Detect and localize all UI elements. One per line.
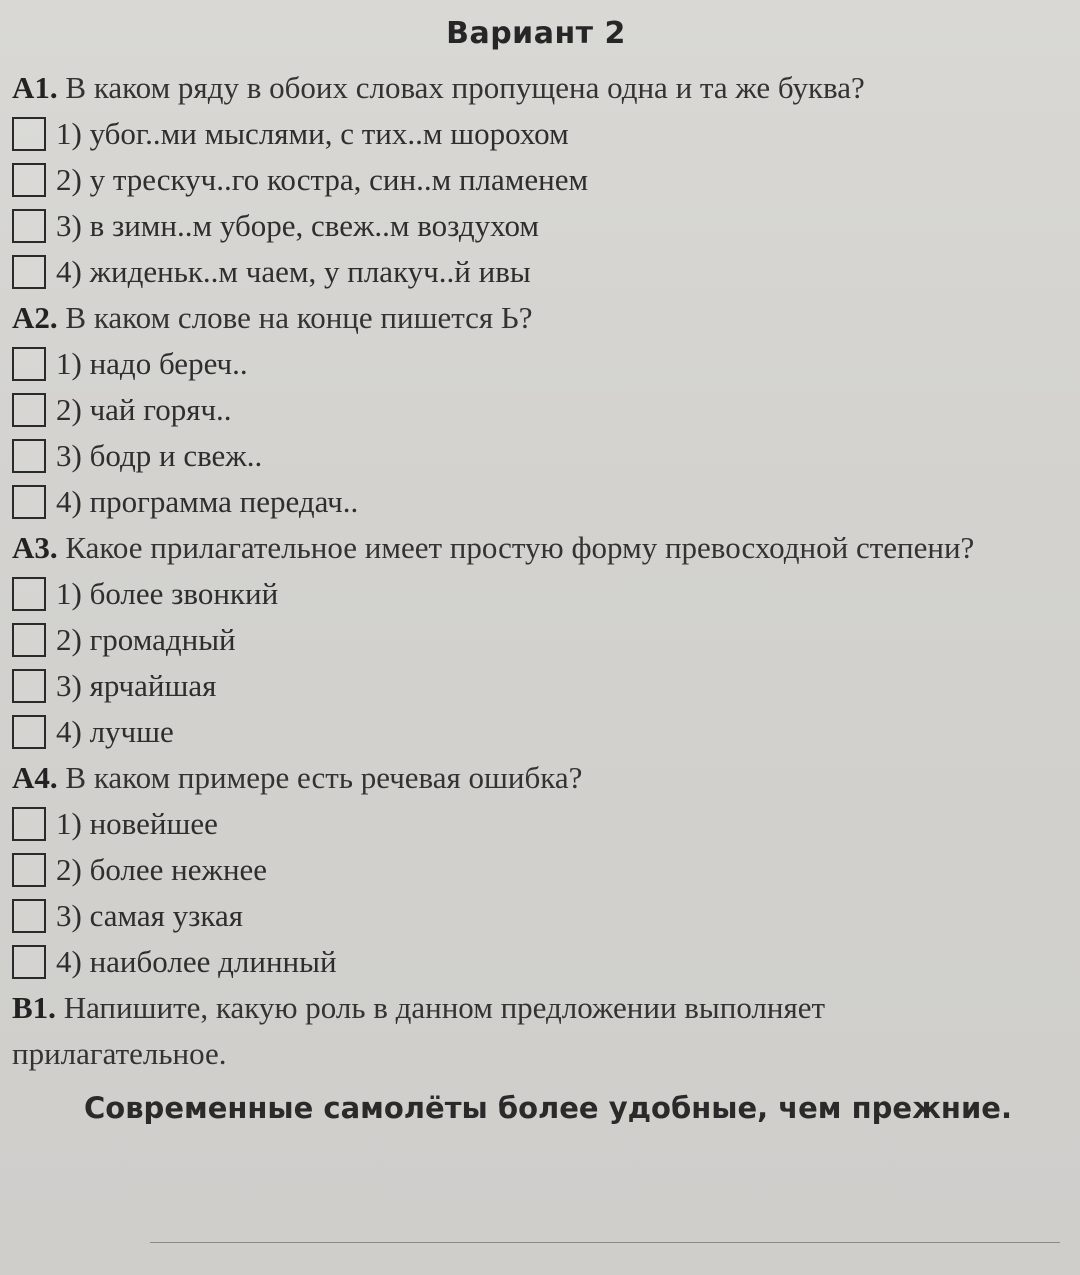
question-number: А1. <box>12 70 58 105</box>
option-label: 2) громадный <box>56 622 236 657</box>
answer-line[interactable] <box>150 1242 1060 1243</box>
option-label: 1) надо береч.. <box>56 346 248 381</box>
question-number: В1. <box>12 990 56 1025</box>
answer-checkbox[interactable] <box>12 623 46 657</box>
option-a2-2[interactable] <box>12 387 1060 433</box>
option-a1-4[interactable] <box>12 249 1060 295</box>
answer-checkbox[interactable] <box>12 117 46 151</box>
question-text <box>12 295 1060 341</box>
option-a1-1[interactable] <box>12 111 1060 157</box>
question-a3 <box>12 525 1060 755</box>
task-sentence: Современные самолёты более удобные, чем прежние. <box>84 1091 1012 1125</box>
option-label: 4) наиболее длинный <box>56 944 337 979</box>
option-a2-4[interactable] <box>12 479 1060 525</box>
option-a1-2[interactable] <box>12 157 1060 203</box>
option-a4-4[interactable] <box>12 939 1060 985</box>
question-text <box>12 525 1042 571</box>
option-a4-1[interactable] <box>12 801 1060 847</box>
option-label: 1) новейшее <box>56 806 218 841</box>
question-prompt: В каком примере есть речевая ошибка? <box>65 760 583 795</box>
answer-checkbox[interactable] <box>12 669 46 703</box>
answer-checkbox[interactable] <box>12 485 46 519</box>
option-a3-2[interactable] <box>12 617 1060 663</box>
option-a2-3[interactable] <box>12 433 1060 479</box>
answer-checkbox[interactable] <box>12 255 46 289</box>
option-label: 3) бодр и свеж.. <box>56 438 263 473</box>
question-prompt: Какое прилагательное имеет простую форму превосходной степени? <box>65 530 975 565</box>
option-label: 2) чай горяч.. <box>56 392 232 427</box>
answer-checkbox[interactable] <box>12 347 46 381</box>
option-a2-1[interactable] <box>12 341 1060 387</box>
option-a4-2[interactable] <box>12 847 1060 893</box>
question-b1 <box>12 985 1060 1125</box>
option-label: 4) жиденьк..м чаем, у плакуч..й ивы <box>56 254 531 289</box>
answer-checkbox[interactable] <box>12 209 46 243</box>
option-label: 4) программа передач.. <box>56 484 359 519</box>
question-a4 <box>12 755 1060 985</box>
option-a3-1[interactable] <box>12 571 1060 617</box>
question-number: А4. <box>12 760 58 795</box>
answer-checkbox[interactable] <box>12 853 46 887</box>
option-label: 1) убог..ми мыслями, с тих..м шорохом <box>56 116 569 151</box>
answer-checkbox[interactable] <box>12 899 46 933</box>
question-prompt: Напишите, какую роль в данном предложении выполняет прилагательное. <box>12 990 826 1071</box>
option-label: 2) более нежнее <box>56 852 268 887</box>
answer-checkbox[interactable] <box>12 439 46 473</box>
option-label: 2) у трескуч..го костра, син..м пламенем <box>56 162 589 197</box>
question-number: А2. <box>12 300 58 335</box>
answer-checkbox[interactable] <box>12 807 46 841</box>
question-prompt: В каком ряду в обоих словах пропущена одна и та же буква? <box>65 70 865 105</box>
option-a3-3[interactable] <box>12 663 1060 709</box>
question-text <box>12 985 1042 1077</box>
option-a1-3[interactable] <box>12 203 1060 249</box>
question-text <box>12 755 1060 801</box>
option-label: 3) ярчайшая <box>56 668 217 703</box>
question-a1 <box>12 65 1060 295</box>
question-a2 <box>12 295 1060 525</box>
option-label: 3) в зимн..м уборе, свеж..м воздухом <box>56 208 539 243</box>
option-label: 1) более звонкий <box>56 576 279 611</box>
question-text <box>12 65 1060 111</box>
answer-checkbox[interactable] <box>12 393 46 427</box>
question-number: А3. <box>12 530 58 565</box>
answer-checkbox[interactable] <box>12 945 46 979</box>
answer-checkbox[interactable] <box>12 715 46 749</box>
answer-checkbox[interactable] <box>12 163 46 197</box>
option-label: 3) самая узкая <box>56 898 243 933</box>
option-a3-4[interactable] <box>12 709 1060 755</box>
option-a4-3[interactable] <box>12 893 1060 939</box>
option-label: 4) лучше <box>56 714 174 749</box>
variant-title: Вариант 2 <box>446 16 626 51</box>
answer-checkbox[interactable] <box>12 577 46 611</box>
question-prompt: В каком слове на конце пишется Ь? <box>65 300 533 335</box>
